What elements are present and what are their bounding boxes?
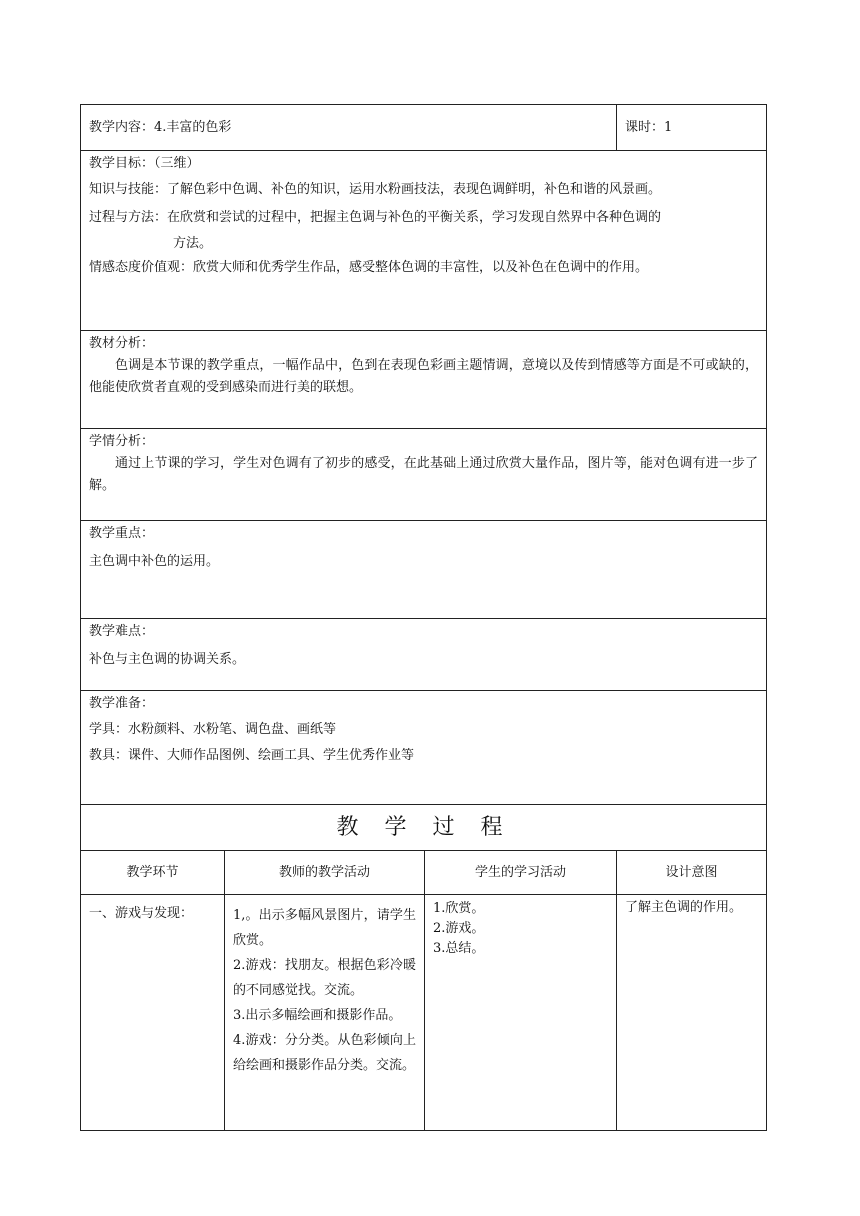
students-text: 通过上节课的学习，学生对色调有了初步的感受，在此基础上通过欣赏大量作品，图片等，能对色调有进一步了解。 — [89, 456, 759, 493]
goals-title: 教学目标：（三维） — [89, 156, 200, 171]
students-row — [81, 429, 767, 521]
preparation-title: 教学准备： — [89, 696, 155, 711]
student-activity-3: 3.总结。 — [433, 941, 485, 956]
column-header-teacher: 教师的教学活动 — [225, 851, 425, 895]
students-title: 学情分析： — [89, 434, 155, 449]
difficulty-title: 教学难点： — [89, 624, 155, 639]
preparation-teacher-tools: 教具：课件、大师作品图例、绘画工具、学生优秀作业等 — [89, 748, 415, 763]
key-point-text: 主色调中补色的运用。 — [89, 554, 220, 569]
teacher-activity-2: 2.游戏：找朋友。根据色彩冷暖的不同感觉找。交流。 — [233, 958, 416, 998]
lesson-plan-table — [80, 104, 767, 1131]
goals-emotion: 情感态度价值观：欣赏大师和优秀学生作品，感受整体色调的丰富性，以及补色在色调中的作用。 — [89, 260, 649, 275]
column-header-intent: 设计意图 — [617, 851, 767, 895]
material-text: 色调是本节课的教学重点，一幅作品中，色到在表现色彩画主题情调，意境以及传到情感等方面是不可或缺的，他能使欣赏者直观的受到感染而进行美的联想。 — [89, 358, 759, 395]
preparation-student-tools: 学具：水粉颜料、水粉笔、调色盘、画纸等 — [89, 722, 337, 737]
column-header-student: 学生的学习活动 — [425, 851, 617, 895]
material-title: 教材分析： — [89, 336, 155, 351]
key-point-cell — [81, 521, 767, 619]
student-activity-2: 2.游戏。 — [433, 921, 485, 936]
student-activity-1: 1.欣赏。 — [433, 901, 485, 916]
content-label: 教学内容：4.丰富的色彩 — [81, 105, 617, 151]
process-title: 教学过程 — [81, 805, 767, 851]
goals-row — [81, 151, 767, 331]
preparation-cell — [81, 691, 767, 805]
material-cell — [81, 331, 767, 429]
preparation-row — [81, 691, 767, 805]
difficulty-row — [81, 619, 767, 691]
goals-process-line2: 方法。 — [173, 236, 213, 251]
header-row — [81, 105, 767, 151]
goals-cell — [81, 151, 767, 331]
key-point-row — [81, 521, 767, 619]
process-intent: 了解主色调的作用。 — [617, 895, 767, 1131]
goals-knowledge: 知识与技能：了解色彩中色调、补色的知识，运用水粉画技法，表现色调鲜明，补色和谐的风景画。 — [89, 182, 662, 197]
process-teacher-cell — [225, 895, 425, 1131]
process-stage: 一、游戏与发现： — [81, 895, 225, 1131]
difficulty-cell — [81, 619, 767, 691]
students-cell — [81, 429, 767, 521]
teacher-activity-4: 4.游戏：分分类。从色彩倾向上给绘画和摄影作品分类。交流。 — [233, 1033, 416, 1073]
material-row — [81, 331, 767, 429]
teacher-activity-1: 1,。出示多幅风景图片，请学生欣赏。 — [233, 908, 416, 948]
process-column-headers — [81, 851, 767, 895]
period-label: 课时：1 — [617, 105, 767, 151]
column-header-stage: 教学环节 — [81, 851, 225, 895]
process-title-row — [81, 805, 767, 851]
teacher-activity-3: 3.出示多幅绘画和摄影作品。 — [233, 1008, 402, 1023]
process-student-cell — [425, 895, 617, 1131]
process-row — [81, 895, 767, 1131]
goals-process-line1: 过程与方法：在欣赏和尝试的过程中，把握主色调与补色的平衡关系，学习发现自然界中各种色调的 — [89, 210, 662, 225]
difficulty-text: 补色与主色调的协调关系。 — [89, 652, 246, 667]
key-point-title: 教学重点： — [89, 526, 155, 541]
